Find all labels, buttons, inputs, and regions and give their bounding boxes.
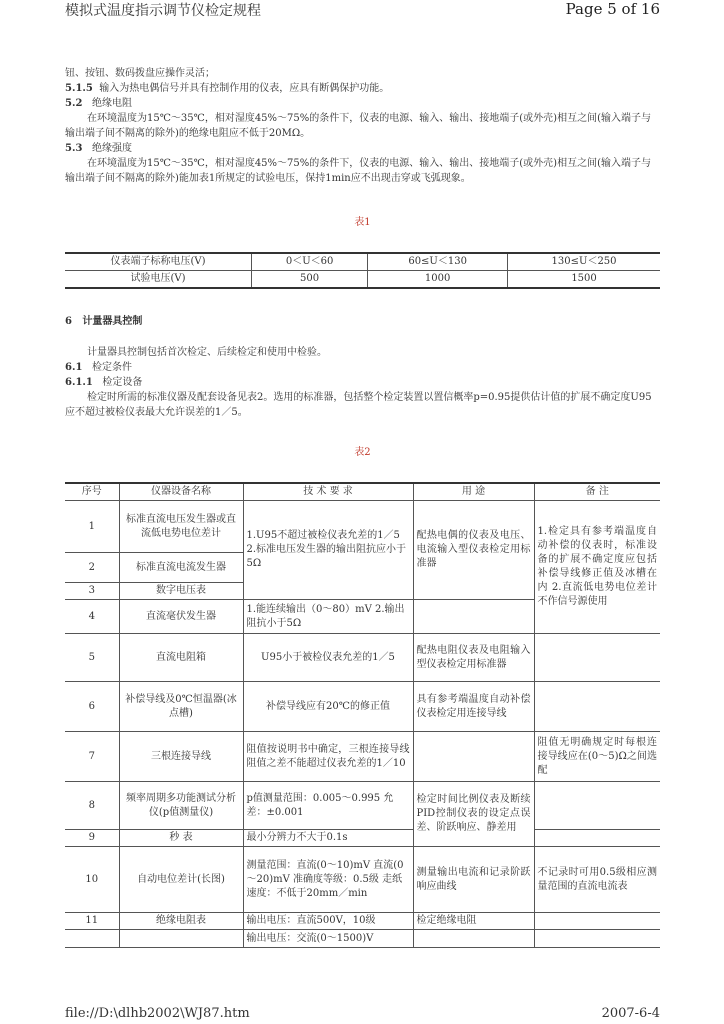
table-cell: 1500 <box>508 271 660 289</box>
remarks <box>534 830 660 847</box>
column-header: 技 术 要 求 <box>243 483 413 501</box>
equipment-name: 三根连接导线 <box>119 732 243 782</box>
table-row <box>65 682 660 732</box>
clause-5-1-5 <box>65 81 660 96</box>
column-header: 仪器设备名称 <box>119 483 243 501</box>
remarks: 不记录时可用0.5级相应测量范围的直流电流表 <box>534 847 660 913</box>
equipment-name: 直流电阻箱 <box>119 634 243 682</box>
table1-caption: 表1 <box>354 217 371 228</box>
technical-requirement: 补偿导线应有20℃的修正值 <box>243 682 413 732</box>
equipment-name <box>119 930 243 948</box>
clause-number: 5.2 <box>65 98 83 109</box>
table-row <box>65 830 660 847</box>
equipment-name: 直流毫伏发生器 <box>119 600 243 634</box>
table2 <box>65 482 660 948</box>
heading-text: 计量器具控制 <box>82 316 143 327</box>
remarks <box>534 913 660 930</box>
remarks <box>534 682 660 732</box>
heading-5-3 <box>65 141 660 156</box>
section-5-text <box>65 66 660 186</box>
table-header-row <box>65 483 660 501</box>
print-date: 2007-6-4 <box>601 1006 660 1021</box>
row-number: 11 <box>65 913 119 930</box>
usage: 配热电阻仪表及电阻输入型仪表检定用标准器 <box>413 634 534 682</box>
technical-requirement: 测量范围：直流(0～10)mV 直流(0～20)mV 准确度等级：0.5级 走纸速度：不低于20mm／min <box>243 847 413 913</box>
heading-text: 绝缘电阻 <box>91 98 132 109</box>
usage: 检定时间比例仪表及断续PID控制仪表的设定点误差、阶跃响应、静差用 <box>413 782 534 847</box>
paragraph: 在环境温度为15℃～35℃，相对湿度45%～75%的条件下，仪表的电源、输入、输出、接地端子(或外壳)相互之间(输入端子与输出端子间不隔离的除外)的绝缘电阻应不低于20MΩ。 <box>65 113 651 139</box>
row-number: 9 <box>65 830 119 847</box>
table1 <box>65 252 660 289</box>
clause-text: 输入为热电偶信号并具有控制作用的仪表，应具有断偶保护功能。 <box>99 83 390 94</box>
heading-6-1-1 <box>65 375 660 390</box>
table-row <box>65 253 660 271</box>
clause-number: 6.1 <box>65 362 83 373</box>
technical-requirement: 输出电压：交流(0～1500)V <box>243 930 413 948</box>
technical-requirement: p值测量范围：0.005～0.995 允差：±0.001 <box>243 782 413 830</box>
technical-requirement: 输出电压：直流500V，10级 <box>243 913 413 930</box>
technical-requirement: 1.U95不超过被检仪表允差的1／5 2.标准电压发生器的输出阻抗应小于5Ω <box>243 501 413 600</box>
usage: 检定绝缘电阻 <box>413 913 534 930</box>
clause-number: 6 <box>65 316 72 327</box>
table-row <box>65 501 660 553</box>
remarks <box>534 782 660 830</box>
table2-caption: 表2 <box>354 447 371 458</box>
heading-text: 检定条件 <box>91 362 132 373</box>
table-row <box>65 732 660 782</box>
column-header: 备 注 <box>534 483 660 501</box>
table-row <box>65 847 660 913</box>
table-row <box>65 271 660 289</box>
equipment-name: 自动电位差计(长图) <box>119 847 243 913</box>
table-cell: 1000 <box>368 271 508 289</box>
row-number: 8 <box>65 782 119 830</box>
row-number: 10 <box>65 847 119 913</box>
technical-requirement: U95小于被检仪表允差的1／5 <box>243 634 413 682</box>
page-number: Page 5 of 16 <box>565 0 660 18</box>
row-number: 7 <box>65 732 119 782</box>
usage: 具有参考端温度自动补偿仪表检定用连接导线 <box>413 682 534 732</box>
table-row <box>65 913 660 930</box>
remarks: 1.检定具有参考端温度自动补偿的仪表时，标准设备的扩展不确定度应包括补偿导线修正值及冰槽在内 2.直流低电势电位差计不作信号源使用 <box>534 501 660 634</box>
paragraph: 计量器具控制包括首次检定、后续检定和使用中检验。 <box>87 347 327 358</box>
clause-number: 5.3 <box>65 143 83 154</box>
heading-5-2 <box>65 96 660 111</box>
column-header: 用 途 <box>413 483 534 501</box>
table-cell: 500 <box>252 271 368 289</box>
row-number <box>65 930 119 948</box>
equipment-name: 频率周期多功能测试分析仪(p值测量仪) <box>119 782 243 830</box>
equipment-name: 标准直流电压发生器或直流低电势电位差计 <box>119 501 243 553</box>
table-cell: 仪表端子标称电压(V) <box>65 253 252 271</box>
table-cell: 130≤U＜250 <box>508 253 660 271</box>
equipment-name: 补偿导线及0℃恒温器(冰点槽) <box>119 682 243 732</box>
row-number: 1 <box>65 501 119 553</box>
table-row <box>65 634 660 682</box>
technical-requirement: 1.能连续输出（0～80）mV 2.输出阻抗小于5Ω <box>243 600 413 634</box>
heading-text: 检定设备 <box>102 377 143 388</box>
document-title: 模拟式温度指示调节仪检定规程 <box>65 3 261 19</box>
clause-number: 5.1.5 <box>65 83 93 94</box>
clause-number: 6.1.1 <box>65 377 93 388</box>
technical-requirement: 最小分辨力不大于0.1s <box>243 830 413 847</box>
remarks: 阻值无明确规定时每根连接导线应在(0～5)Ω之间选配 <box>534 732 660 782</box>
usage: 测量输出电流和记录阶跃响应曲线 <box>413 847 534 913</box>
table-row <box>65 930 660 948</box>
file-path: file://D:\dlhb2002\WJ87.htm <box>65 1006 250 1021</box>
table-cell: 试验电压(V) <box>65 271 252 289</box>
equipment-name: 数字电压表 <box>119 583 243 600</box>
heading-6 <box>65 314 660 329</box>
usage <box>413 732 534 782</box>
equipment-name: 标准直流电流发生器 <box>119 553 243 583</box>
heading-6-1 <box>65 360 660 375</box>
paragraph: 钮、按钮、数码拨盘应操作灵活； <box>65 68 215 79</box>
equipment-name: 绝缘电阻表 <box>119 913 243 930</box>
usage <box>413 600 534 634</box>
heading-text: 绝缘强度 <box>91 143 132 154</box>
paragraph: 检定时所需的标准仪器及配套设备见表2。选用的标准器，包括整个检定装置以置信概率p=0.95提供估计值的扩展不确定度U95应不超过被检仪表最大允许误差的1／5。 <box>65 392 652 418</box>
row-number: 4 <box>65 600 119 634</box>
row-number: 3 <box>65 583 119 600</box>
row-number: 5 <box>65 634 119 682</box>
remarks <box>534 634 660 682</box>
technical-requirement: 阻值按说明书中确定，三根连接导线阻值之差不能超过仪表允差的1／10 <box>243 732 413 782</box>
remarks <box>534 930 660 948</box>
section-6-text <box>65 314 660 420</box>
table-cell: 0＜U＜60 <box>252 253 368 271</box>
usage <box>413 930 534 948</box>
paragraph: 在环境温度为15℃～35℃，相对湿度45%～75%的条件下，仪表的电源、输入、输出、接地端子(或外壳)相互之间(输入端子与输出端子间不隔离的除外)能加表1所规定的试验电压，保持1min应不出现击穿或飞弧现象。 <box>65 158 651 184</box>
table-cell: 60≤U＜130 <box>368 253 508 271</box>
row-number: 6 <box>65 682 119 732</box>
column-header: 序号 <box>65 483 119 501</box>
row-number: 2 <box>65 553 119 583</box>
equipment-name: 秒 表 <box>119 830 243 847</box>
table-row <box>65 782 660 830</box>
usage: 配热电偶的仪表及电压、电流输入型仪表检定用标准器 <box>413 501 534 600</box>
